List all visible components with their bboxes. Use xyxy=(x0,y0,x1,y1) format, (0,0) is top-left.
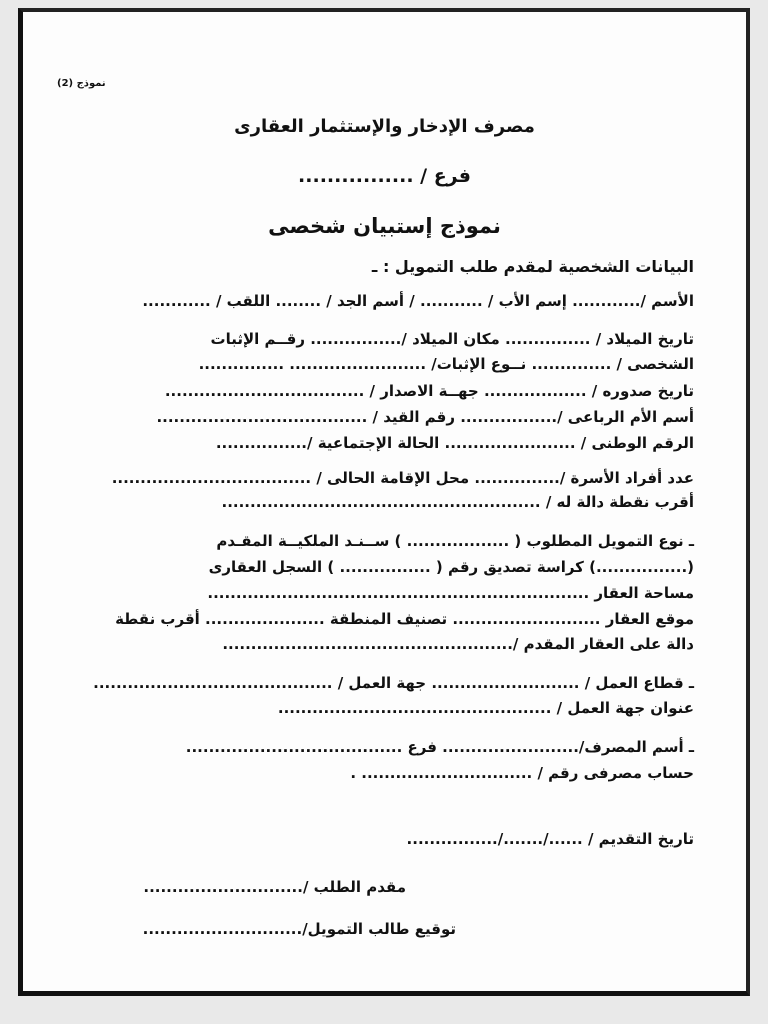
line-family: عدد أفراد الأسرة /............... محل الإقامة الحالى / ................................... xyxy=(111,469,694,487)
branch-line: فرع / ................ xyxy=(298,165,471,187)
line-account: حساب مصرفى رقم / .............................. . xyxy=(350,764,694,782)
line-location: موقع العقار .......................... تصنيف المنطقة ..................... أقرب نقطة xyxy=(115,610,694,628)
signature-line: توقيع طالب التمويل/............................ xyxy=(142,920,456,938)
line-national-id: الرقم الوطنى / ....................... الحالة الإجتماعية /................ xyxy=(215,434,694,452)
line-name: الأسم /............ إسم الأب / ........... / أسم الجد / ........ اللقب / ............ xyxy=(142,292,694,310)
line-bank: ـ أسم المصرف/........................ فرع ...................................... xyxy=(185,738,694,756)
line-certificate: (................) كراسة تصديق رقم ( ................ ) السجل العقارى xyxy=(208,558,694,576)
line-landmark: أقرب نقطة دالة له / ........................................................ xyxy=(221,493,694,511)
applicant-line: مقدم الطلب /............................ xyxy=(143,878,406,896)
line-work-sector: ـ قطاع العمل / .......................... جهة العمل / .......................................... xyxy=(93,674,694,692)
line-mother: أسم الأم الرباعى /................. رقم القيد / ..................................... xyxy=(156,408,694,426)
line-id: الشخصى / .............. نــوع الإثبات/ ........................ ............... xyxy=(198,355,694,373)
line-finance-type: ـ نوع التمويل المطلوب ( .................. ) ســنـد الملكيــة المقـدم xyxy=(216,532,694,550)
section-heading-personal: البيانات الشخصية لمقدم طلب التمويل : ـ xyxy=(371,257,694,276)
line-birth: تاريخ الميلاد / ............... مكان الميلاد /................ رقــم الإثبات xyxy=(210,330,694,348)
bank-name: مصرف الإدخار والإستثمار العقارى xyxy=(234,116,535,137)
form-title: نموذج إستبيان شخصى xyxy=(268,214,501,238)
line-property-landmark: دالة على العقار المقدم /................................................... xyxy=(222,635,694,653)
form-sheet xyxy=(18,8,750,996)
line-work-address: عنوان جهة العمل / ................................................ xyxy=(277,699,694,717)
form-number: نموذج (2) xyxy=(57,78,106,89)
line-issue: تاريخ صدوره / .................. جهــة الاصدار / ................................... xyxy=(164,382,694,400)
application-date: تاريخ التقديم / ....../......./................ xyxy=(406,830,694,848)
line-area: مساحة العقار ................................................................... xyxy=(207,584,694,602)
